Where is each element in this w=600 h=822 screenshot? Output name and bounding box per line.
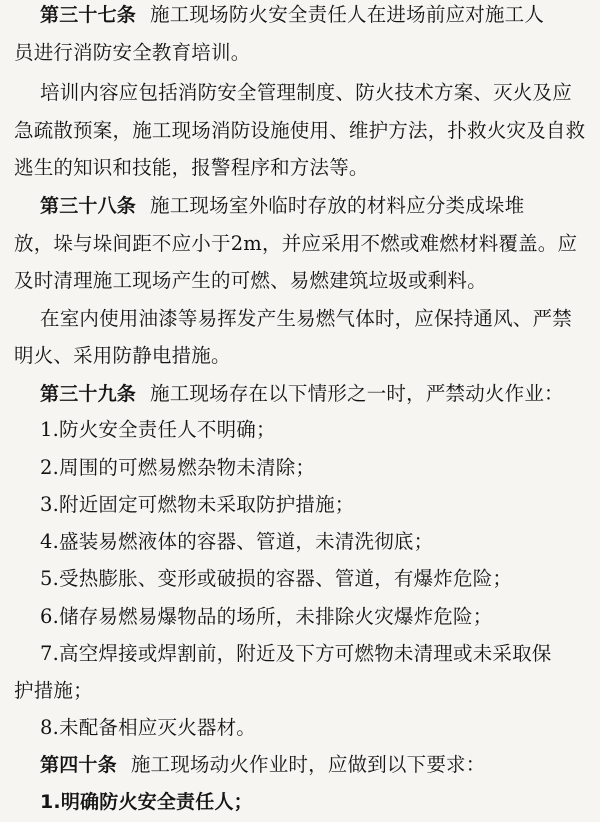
article-37-line-2: 员进行消防安全教育培训。 (14, 41, 251, 64)
list-item: 7.高空焊接或焊割前，附近及下方可燃物未清理或未采取保 (40, 642, 552, 665)
article-38-line-1 (40, 193, 524, 219)
list-item: 1.明确防火安全责任人； (40, 791, 253, 813)
article-37-para2-line-3: 逃生的知识和技能，报警程序和方法等。 (14, 156, 369, 179)
article-40-intro: 施工现场动火作业时，应做到以下要求： (130, 753, 486, 776)
list-item: 6.储存易燃易爆物品的场所，未排除火灾爆炸危险； (40, 605, 493, 628)
list-item: 2.周围的可燃易燃杂物未清除； (40, 456, 316, 479)
article-38-line-2: 放，垛与垛间距不应小于2m，并应采用不燃或难燃材料覆盖。应 (14, 232, 578, 255)
article-38-para2-line-1: 在室内使用油漆等易挥发产生易燃气体时，应保持通风、严禁 (40, 307, 572, 330)
list-item: 1.防火安全责任人不明确； (40, 418, 276, 441)
article-39-heading: 第三十九条 (40, 383, 137, 405)
list-item: 4.盛装易燃液体的容器、管道，未清洗彻底； (40, 530, 434, 553)
list-item: 3.附近固定可燃物未采取防护措施； (40, 493, 355, 516)
article-38-text-1: 施工现场室外临时存放的材料应分类成垛堆 (150, 194, 525, 217)
article-38-para2-line-2: 明火、采用防静电措施。 (14, 344, 231, 367)
article-37-para2-line-1: 培训内容应包括消防安全管理制度、防火技术方案、灭火及应 (40, 81, 572, 104)
article-38-line-3: 及时清理施工现场产生的可燃、易燃建筑垃圾或剩料。 (14, 269, 487, 292)
article-37-text-1: 施工现场防火安全责任人在进场前应对施工人 (150, 3, 545, 26)
article-40-line-1 (40, 752, 485, 778)
article-39-intro: 施工现场存在以下情形之一时，严禁动火作业： (150, 382, 564, 405)
list-item: 8.未配备相应灭火器材。 (40, 716, 257, 739)
article-37-para2-line-2: 急疏散预案，施工现场消防设施使用、维护方法，扑救火灾及自救 (14, 119, 586, 142)
article-37-line-1 (40, 2, 544, 28)
list-item: 5.受热膨胀、变形或破损的容器、管道，有爆炸危险； (40, 567, 513, 590)
article-39-line-1 (40, 381, 564, 407)
list-item-continuation: 护措施； (14, 679, 93, 702)
article-40-heading: 第四十条 (40, 754, 117, 776)
article-38-heading: 第三十八条 (40, 195, 137, 217)
article-37-heading: 第三十七条 (40, 4, 137, 26)
document-page (14, 0, 592, 822)
